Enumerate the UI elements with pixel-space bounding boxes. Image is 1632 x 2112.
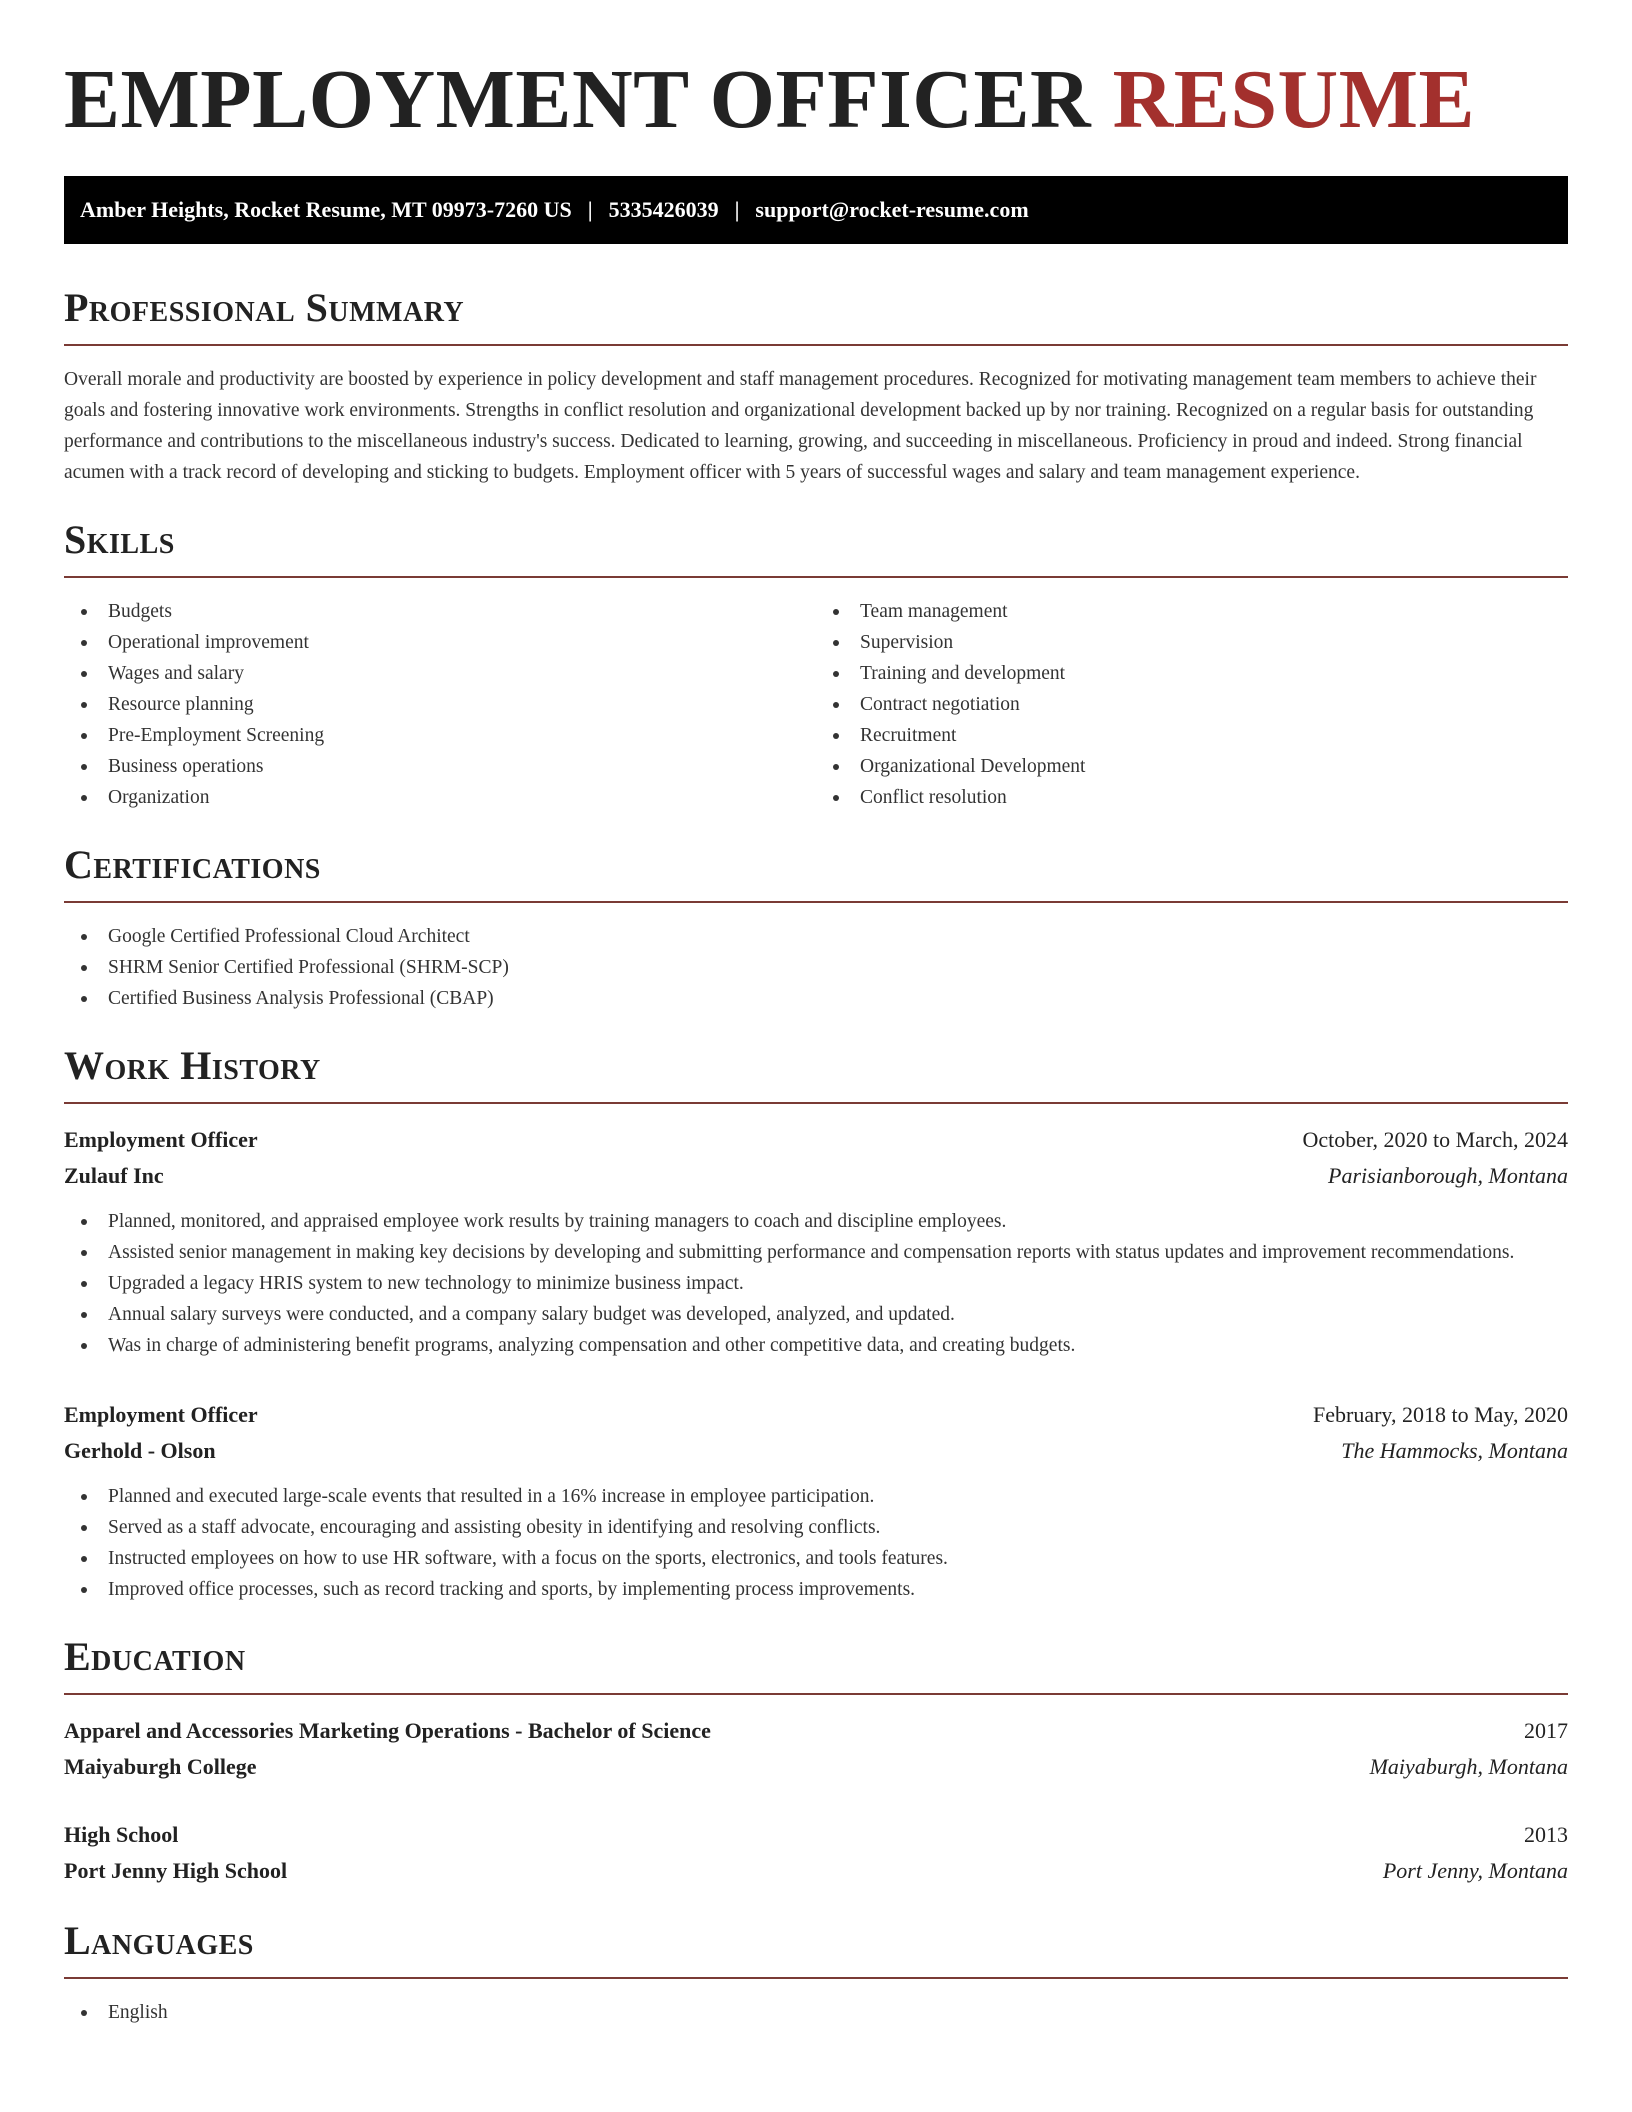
section-heading: Skills — [64, 518, 1568, 578]
education-location: Port Jenny, Montana — [1382, 1858, 1568, 1883]
certification-item: Certified Business Analysis Professional (CBAP) — [64, 983, 1568, 1014]
section-heading: Certifications — [64, 843, 1568, 903]
certifications-list — [64, 921, 1568, 1014]
section-heading: Professional Summary — [64, 286, 1568, 346]
job-duty: Upgraded a legacy HRIS system to new technology to minimize business impact. — [64, 1268, 1568, 1299]
education-degree-row — [64, 1817, 1568, 1853]
skill-item: Training and development — [816, 658, 1568, 689]
skill-item: Recruitment — [816, 720, 1568, 751]
resume-title — [64, 53, 1568, 146]
skill-item: Wages and salary — [64, 658, 816, 689]
job-duty: Instructed employees on how to use HR software, with a focus on the sports, electronics, and tools features. — [64, 1543, 1568, 1574]
summary-section — [64, 286, 1568, 488]
education-school-row — [64, 1749, 1568, 1785]
education-entry — [64, 1817, 1568, 1889]
contact-separator: | — [734, 197, 740, 222]
job-duties-list — [64, 1481, 1568, 1605]
job-location: The Hammocks, Montana — [1341, 1438, 1568, 1463]
languages-list — [64, 1997, 1568, 2028]
job-duty: Was in charge of administering benefit programs, analyzing compensation and other competitive data, and creating budgets. — [64, 1330, 1568, 1361]
skill-item: Pre-Employment Screening — [64, 720, 816, 751]
skill-item: Supervision — [816, 627, 1568, 658]
job-entry — [64, 1122, 1568, 1361]
work-history-section — [64, 1044, 1568, 1605]
education-entry — [64, 1713, 1568, 1785]
education-degree: High School — [64, 1822, 179, 1847]
job-duty: Planned, monitored, and appraised employee work results by training managers to coach and discipline employees. — [64, 1206, 1568, 1237]
job-title: Employment Officer — [64, 1127, 258, 1152]
title-main: EMPLOYMENT OFFICER — [64, 53, 1092, 146]
skills-section — [64, 518, 1568, 813]
job-duty: Served as a staff advocate, encouraging and assisting obesity in identifying and resolving conflicts. — [64, 1512, 1568, 1543]
skill-item: Budgets — [64, 596, 816, 627]
contact-separator: | — [587, 197, 593, 222]
job-duty: Annual salary surveys were conducted, and a company salary budget was developed, analyzed, and updated. — [64, 1299, 1568, 1330]
job-duty: Planned and executed large-scale events that resulted in a 16% increase in employee participation. — [64, 1481, 1568, 1512]
job-duties-list — [64, 1206, 1568, 1361]
section-heading: Education — [64, 1635, 1568, 1695]
skill-item: Contract negotiation — [816, 689, 1568, 720]
skill-item: Operational improvement — [64, 627, 816, 658]
education-year: 2013 — [1524, 1822, 1568, 1847]
skill-item: Organization — [64, 782, 816, 813]
job-dates: February, 2018 to May, 2020 — [1313, 1402, 1568, 1427]
skill-item: Business operations — [64, 751, 816, 782]
language-item: English — [64, 1997, 1568, 2028]
job-duty: Improved office processes, such as record tracking and sports, by implementing process improvements. — [64, 1574, 1568, 1605]
contact-bar — [64, 176, 1568, 244]
certifications-section — [64, 843, 1568, 1014]
job-company: Zulauf Inc — [64, 1163, 164, 1188]
certification-item: SHRM Senior Certified Professional (SHRM-SCP) — [64, 952, 1568, 983]
job-location: Parisianborough, Montana — [1328, 1163, 1568, 1188]
job-title: Employment Officer — [64, 1402, 258, 1427]
education-section — [64, 1635, 1568, 1889]
skills-columns — [64, 596, 1568, 813]
title-accent: RESUME — [1112, 53, 1476, 146]
section-heading: Work History — [64, 1044, 1568, 1104]
job-company-row — [64, 1433, 1568, 1469]
summary-text: Overall morale and productivity are boosted by experience in policy development and staff management procedures. Recognized for motivating management team members to achieve their goals and fostering innovative work environments. Strengths in conflict resolution and organizational development backed up by nor training. Recognized on a regular basis for outstanding performance and contributions to the miscellaneous industry's success. Dedicated to learning, growing, and succeeding in miscellaneous. Proficiency in proud and indeed. Strong financial acumen with a track record of developing and sticking to budgets. Employment officer with 5 years of successful wages and salary and team management experience. — [64, 369, 1537, 483]
skill-item: Team management — [816, 596, 1568, 627]
job-header-row — [64, 1397, 1568, 1433]
certification-item: Google Certified Professional Cloud Architect — [64, 921, 1568, 952]
job-company: Gerhold - Olson — [64, 1438, 216, 1463]
education-school-row — [64, 1853, 1568, 1889]
skill-item: Resource planning — [64, 689, 816, 720]
skill-item: Conflict resolution — [816, 782, 1568, 813]
education-degree: Apparel and Accessories Marketing Operations - Bachelor of Science — [64, 1718, 711, 1743]
skills-list-right — [816, 596, 1568, 813]
education-year: 2017 — [1524, 1718, 1568, 1743]
job-entry — [64, 1397, 1568, 1605]
job-header-row — [64, 1122, 1568, 1158]
education-degree-row — [64, 1713, 1568, 1749]
languages-section — [64, 1919, 1568, 2028]
contact-email: support@rocket-resume.com — [755, 197, 1029, 222]
skills-list-left — [64, 596, 816, 813]
job-dates: October, 2020 to March, 2024 — [1302, 1127, 1568, 1152]
education-school: Port Jenny High School — [64, 1858, 288, 1883]
skill-item: Organizational Development — [816, 751, 1568, 782]
job-duty: Assisted senior management in making key decisions by developing and submitting performance and compensation reports with status updates and improvement recommendations. — [64, 1237, 1568, 1268]
contact-address: Amber Heights, Rocket Resume, MT 09973-7260 US — [80, 197, 572, 222]
section-heading: Languages — [64, 1919, 1568, 1979]
education-school: Maiyaburgh College — [64, 1754, 257, 1779]
contact-phone: 5335426039 — [608, 197, 719, 222]
job-company-row — [64, 1158, 1568, 1194]
education-location: Maiyaburgh, Montana — [1369, 1754, 1568, 1779]
